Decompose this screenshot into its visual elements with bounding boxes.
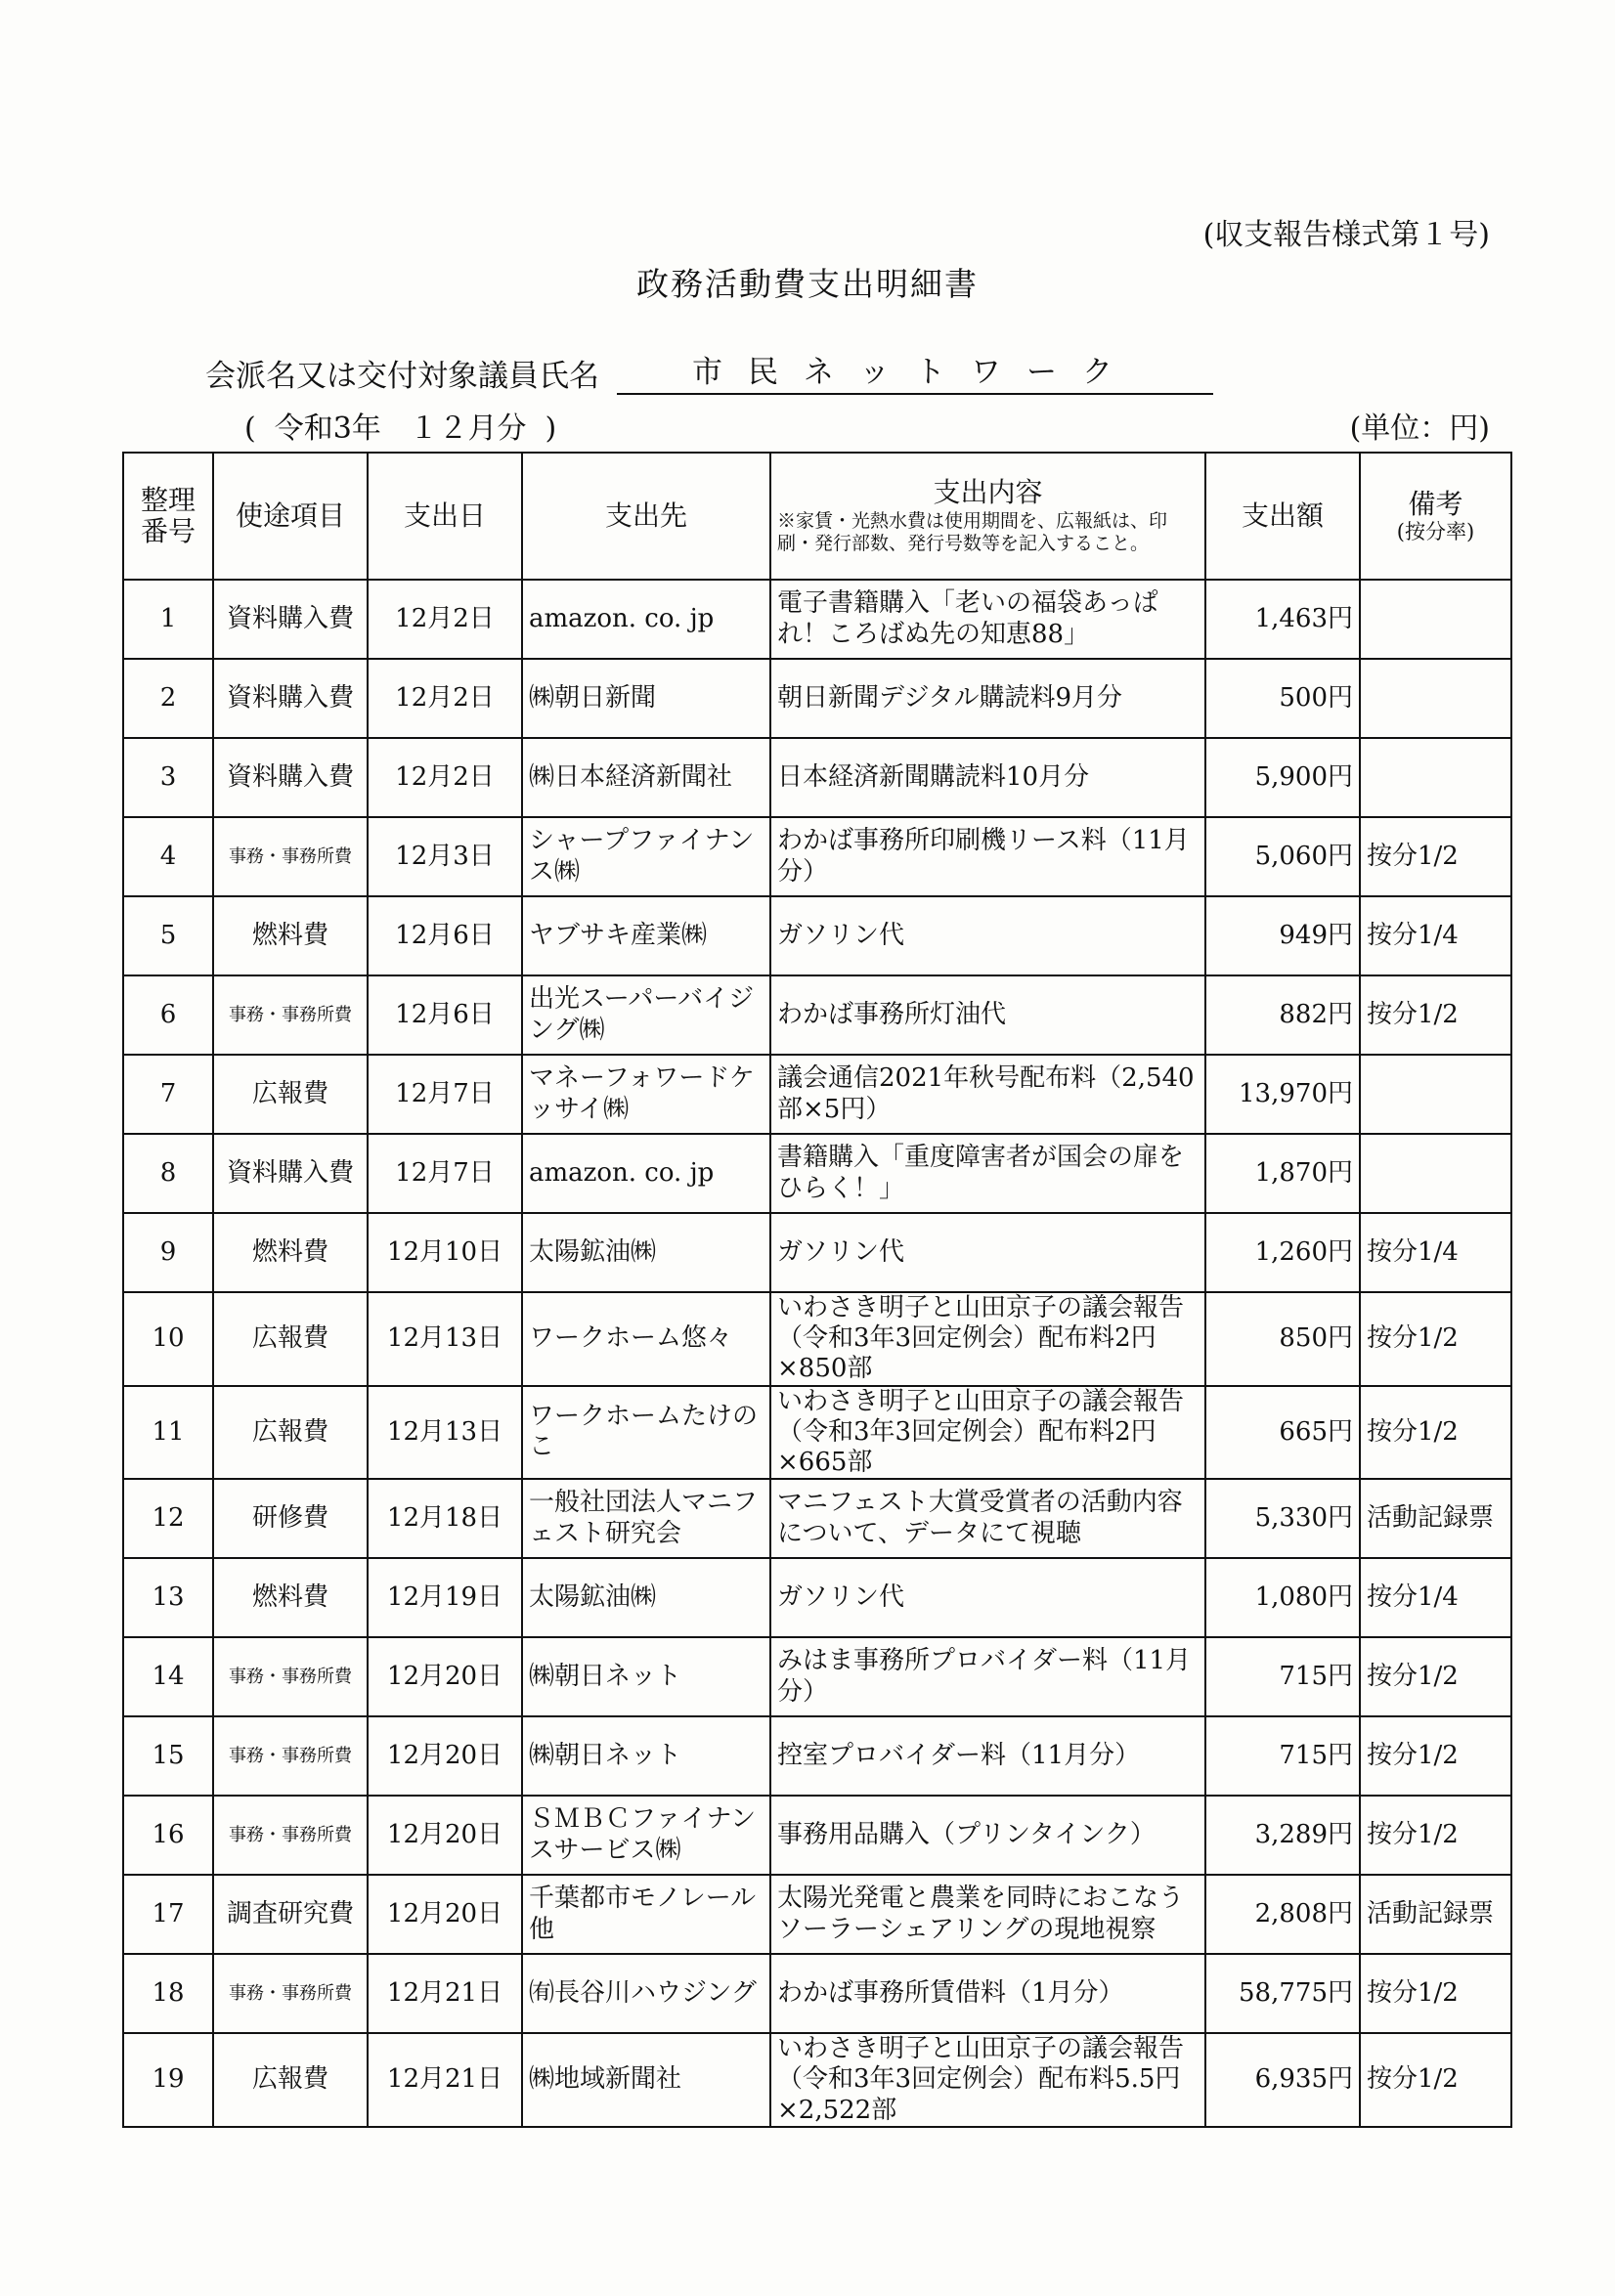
cell-remark: 按分1/4 xyxy=(1360,1558,1511,1637)
col-header-amount: 支出額 xyxy=(1205,453,1360,580)
cell-remark xyxy=(1360,659,1511,738)
cell-remark xyxy=(1360,580,1511,659)
cell-use: 広報費 xyxy=(213,2033,368,2127)
cell-amount: 882円 xyxy=(1205,975,1360,1055)
cell-content: 朝日新聞デジタル購読料9月分 xyxy=(770,659,1205,738)
cell-no: 12 xyxy=(123,1479,213,1558)
table-row xyxy=(123,1954,1511,2033)
cell-amount: 1,463円 xyxy=(1205,580,1360,659)
cell-content: みはま事務所プロバイダー料（11月分） xyxy=(770,1637,1205,1716)
table-body xyxy=(123,580,1511,2127)
cell-content: 書籍購入「重度障害者が国会の扉をひらく！」 xyxy=(770,1134,1205,1213)
cell-use: 広報費 xyxy=(213,1055,368,1134)
cell-payee: ヤブサキ産業㈱ xyxy=(522,896,770,975)
cell-amount: 715円 xyxy=(1205,1716,1360,1796)
cell-use: 事務・事務所費 xyxy=(213,975,368,1055)
cell-amount: 1,870円 xyxy=(1205,1134,1360,1213)
cell-payee: 太陽鉱油㈱ xyxy=(522,1213,770,1292)
content-header-label: 支出内容 xyxy=(933,476,1043,509)
table-row xyxy=(123,817,1511,896)
cell-date: 12月20日 xyxy=(368,1796,522,1875)
cell-date: 12月18日 xyxy=(368,1479,522,1558)
table-row xyxy=(123,1637,1511,1716)
cell-date: 12月21日 xyxy=(368,1954,522,2033)
cell-amount: 500円 xyxy=(1205,659,1360,738)
cell-no: 2 xyxy=(123,659,213,738)
cell-payee: ㈱朝日ネット xyxy=(522,1637,770,1716)
cell-content: 事務用品購入（プリンタインク） xyxy=(770,1796,1205,1875)
cell-date: 12月2日 xyxy=(368,659,522,738)
cell-no: 8 xyxy=(123,1134,213,1213)
col-header-no: 整理番号 xyxy=(123,453,213,580)
cell-amount: 58,775円 xyxy=(1205,1954,1360,2033)
col-header-content xyxy=(770,453,1205,580)
cell-remark xyxy=(1360,1055,1511,1134)
cell-amount: 1,080円 xyxy=(1205,1558,1360,1637)
cell-content: 控室プロバイダー料（11月分） xyxy=(770,1716,1205,1796)
cell-no: 7 xyxy=(123,1055,213,1134)
cell-use: 燃料費 xyxy=(213,1558,368,1637)
cell-amount: 3,289円 xyxy=(1205,1796,1360,1875)
table-row xyxy=(123,1292,1511,1386)
cell-remark xyxy=(1360,1134,1511,1213)
cell-no: 1 xyxy=(123,580,213,659)
cell-date: 12月7日 xyxy=(368,1134,522,1213)
table-row xyxy=(123,2033,1511,2127)
cell-use: 資料購入費 xyxy=(213,738,368,817)
cell-payee: ㈱日本経済新聞社 xyxy=(522,738,770,817)
col-header-use: 使途項目 xyxy=(213,453,368,580)
cell-payee: 太陽鉱油㈱ xyxy=(522,1558,770,1637)
cell-payee: amazon. co. jp xyxy=(522,580,770,659)
table-row xyxy=(123,1055,1511,1134)
cell-date: 12月6日 xyxy=(368,896,522,975)
cell-date: 12月19日 xyxy=(368,1558,522,1637)
table-row xyxy=(123,738,1511,817)
cell-remark: 按分1/2 xyxy=(1360,1637,1511,1716)
cell-no: 9 xyxy=(123,1213,213,1292)
cell-no: 14 xyxy=(123,1637,213,1716)
cell-use: 事務・事務所費 xyxy=(213,817,368,896)
cell-remark: 按分1/2 xyxy=(1360,975,1511,1055)
cell-content: わかば事務所印刷機リース料（11月分） xyxy=(770,817,1205,896)
table-row xyxy=(123,1716,1511,1796)
cell-payee: ㈱朝日ネット xyxy=(522,1716,770,1796)
cell-payee: 一般社団法人マニフェスト研究会 xyxy=(522,1479,770,1558)
cell-amount: 949円 xyxy=(1205,896,1360,975)
cell-payee: ＳＭＢＣファイナンスサービス㈱ xyxy=(522,1796,770,1875)
cell-amount: 5,060円 xyxy=(1205,817,1360,896)
col-header-payee: 支出先 xyxy=(522,453,770,580)
document-title: 政務活動費支出明細書 xyxy=(636,265,979,303)
cell-use: 事務・事務所費 xyxy=(213,1716,368,1796)
cell-remark: 按分1/2 xyxy=(1360,1386,1511,1480)
cell-remark: 按分1/2 xyxy=(1360,2033,1511,2127)
cell-payee: 千葉都市モノレール他 xyxy=(522,1875,770,1954)
cell-content: ガソリン代 xyxy=(770,896,1205,975)
remark-header-label: 備考 xyxy=(1408,487,1463,520)
cell-content: マニフェスト大賞受賞者の活動内容について、データにて視聴 xyxy=(770,1479,1205,1558)
cell-no: 13 xyxy=(123,1558,213,1637)
table-row xyxy=(123,1134,1511,1213)
cell-content: いわさき明子と山田京子の議会報告（令和3年3回定例会）配布料2円×850部 xyxy=(770,1292,1205,1386)
cell-no: 15 xyxy=(123,1716,213,1796)
cell-no: 4 xyxy=(123,817,213,896)
cell-remark: 按分1/2 xyxy=(1360,1796,1511,1875)
cell-amount: 1,260円 xyxy=(1205,1213,1360,1292)
cell-payee: マネーフォワードケッサイ㈱ xyxy=(522,1055,770,1134)
cell-payee: ㈲長谷川ハウジング xyxy=(522,1954,770,2033)
table-row xyxy=(123,975,1511,1055)
cell-use: 広報費 xyxy=(213,1292,368,1386)
cell-use: 資料購入費 xyxy=(213,1134,368,1213)
cell-payee: ワークホームたけのこ xyxy=(522,1386,770,1480)
cell-content: いわさき明子と山田京子の議会報告（令和3年3回定例会）配布料2円×665部 xyxy=(770,1386,1205,1480)
group-name: 市民ネットワーク xyxy=(617,347,1213,395)
cell-no: 5 xyxy=(123,896,213,975)
cell-no: 11 xyxy=(123,1386,213,1480)
cell-payee: ㈱朝日新聞 xyxy=(522,659,770,738)
cell-amount: 665円 xyxy=(1205,1386,1360,1480)
cell-no: 10 xyxy=(123,1292,213,1386)
table-row xyxy=(123,1213,1511,1292)
cell-content: ガソリン代 xyxy=(770,1558,1205,1637)
cell-no: 16 xyxy=(123,1796,213,1875)
cell-use: 調査研究費 xyxy=(213,1875,368,1954)
cell-content: 電子書籍購入「老いの福袋あっぱれ！ころばぬ先の知恵88」 xyxy=(770,580,1205,659)
remark-header-sub: (按分率) xyxy=(1396,520,1475,544)
table-row xyxy=(123,1558,1511,1637)
cell-use: 資料購入費 xyxy=(213,580,368,659)
expense-table xyxy=(122,452,1512,2128)
cell-amount: 715円 xyxy=(1205,1637,1360,1716)
cell-amount: 5,330円 xyxy=(1205,1479,1360,1558)
cell-remark: 按分1/2 xyxy=(1360,1954,1511,2033)
cell-use: 事務・事務所費 xyxy=(213,1796,368,1875)
cell-no: 18 xyxy=(123,1954,213,2033)
table-row xyxy=(123,896,1511,975)
table-row xyxy=(123,659,1511,738)
cell-remark: 按分1/2 xyxy=(1360,817,1511,896)
cell-date: 12月6日 xyxy=(368,975,522,1055)
unit-label: (単位：円) xyxy=(1349,412,1490,446)
cell-date: 12月3日 xyxy=(368,817,522,896)
cell-no: 19 xyxy=(123,2033,213,2127)
cell-payee: ワークホーム悠々 xyxy=(522,1292,770,1386)
cell-use: 研修費 xyxy=(213,1479,368,1558)
cell-remark: 按分1/2 xyxy=(1360,1292,1511,1386)
cell-date: 12月20日 xyxy=(368,1716,522,1796)
cell-remark xyxy=(1360,738,1511,817)
cell-remark: 按分1/2 xyxy=(1360,1716,1511,1796)
col-header-remark xyxy=(1360,453,1511,580)
cell-use: 広報費 xyxy=(213,1386,368,1480)
table-row xyxy=(123,1796,1511,1875)
cell-date: 12月7日 xyxy=(368,1055,522,1134)
cell-payee: 出光スーパーバイジング㈱ xyxy=(522,975,770,1055)
cell-content: ガソリン代 xyxy=(770,1213,1205,1292)
cell-payee: シャープファイナンス㈱ xyxy=(522,817,770,896)
cell-remark: 活動記録票 xyxy=(1360,1875,1511,1954)
group-row xyxy=(205,347,1213,395)
cell-date: 12月10日 xyxy=(368,1213,522,1292)
cell-date: 12月13日 xyxy=(368,1386,522,1480)
cell-content: 議会通信2021年秋号配布料（2,540部×5円） xyxy=(770,1055,1205,1134)
form-number: (収支報告様式第１号) xyxy=(1202,218,1490,252)
content-header-note: ※家賃・光熱水費は使用期間を、広報紙は、印刷・発行部数、発行号数等を記入すること。 xyxy=(777,510,1168,555)
cell-date: 12月13日 xyxy=(368,1292,522,1386)
cell-date: 12月21日 xyxy=(368,2033,522,2127)
group-label: 会派名又は交付対象議員氏名 xyxy=(205,359,599,394)
cell-content: 日本経済新聞購読料10月分 xyxy=(770,738,1205,817)
cell-content: いわさき明子と山田京子の議会報告（令和3年3回定例会）配布料5.5円×2,522部 xyxy=(770,2033,1205,2127)
table-row xyxy=(123,1875,1511,1954)
cell-content: わかば事務所賃借料（1月分） xyxy=(770,1954,1205,2033)
cell-use: 事務・事務所費 xyxy=(213,1637,368,1716)
cell-use: 燃料費 xyxy=(213,1213,368,1292)
cell-content: 太陽光発電と農業を同時におこなうソーラーシェアリングの現地視察 xyxy=(770,1875,1205,1954)
cell-remark: 活動記録票 xyxy=(1360,1479,1511,1558)
cell-no: 3 xyxy=(123,738,213,817)
cell-amount: 2,808円 xyxy=(1205,1875,1360,1954)
cell-amount: 6,935円 xyxy=(1205,2033,1360,2127)
cell-payee: amazon. co. jp xyxy=(522,1134,770,1213)
cell-content: わかば事務所灯油代 xyxy=(770,975,1205,1055)
cell-amount: 5,900円 xyxy=(1205,738,1360,817)
table-row xyxy=(123,580,1511,659)
cell-date: 12月2日 xyxy=(368,580,522,659)
cell-payee: ㈱地域新聞社 xyxy=(522,2033,770,2127)
cell-remark: 按分1/4 xyxy=(1360,1213,1511,1292)
cell-date: 12月20日 xyxy=(368,1637,522,1716)
cell-use: 資料購入費 xyxy=(213,659,368,738)
cell-amount: 850円 xyxy=(1205,1292,1360,1386)
table-header-row xyxy=(123,453,1511,580)
cell-amount: 13,970円 xyxy=(1205,1055,1360,1134)
col-header-date: 支出日 xyxy=(368,453,522,580)
cell-use: 事務・事務所費 xyxy=(213,1954,368,2033)
table-row xyxy=(123,1479,1511,1558)
cell-date: 12月20日 xyxy=(368,1875,522,1954)
table-row xyxy=(123,1386,1511,1480)
period: ( 令和3年 １２月分 ) xyxy=(244,412,557,446)
cell-date: 12月2日 xyxy=(368,738,522,817)
cell-remark: 按分1/4 xyxy=(1360,896,1511,975)
cell-use: 燃料費 xyxy=(213,896,368,975)
cell-no: 17 xyxy=(123,1875,213,1954)
cell-no: 6 xyxy=(123,975,213,1055)
